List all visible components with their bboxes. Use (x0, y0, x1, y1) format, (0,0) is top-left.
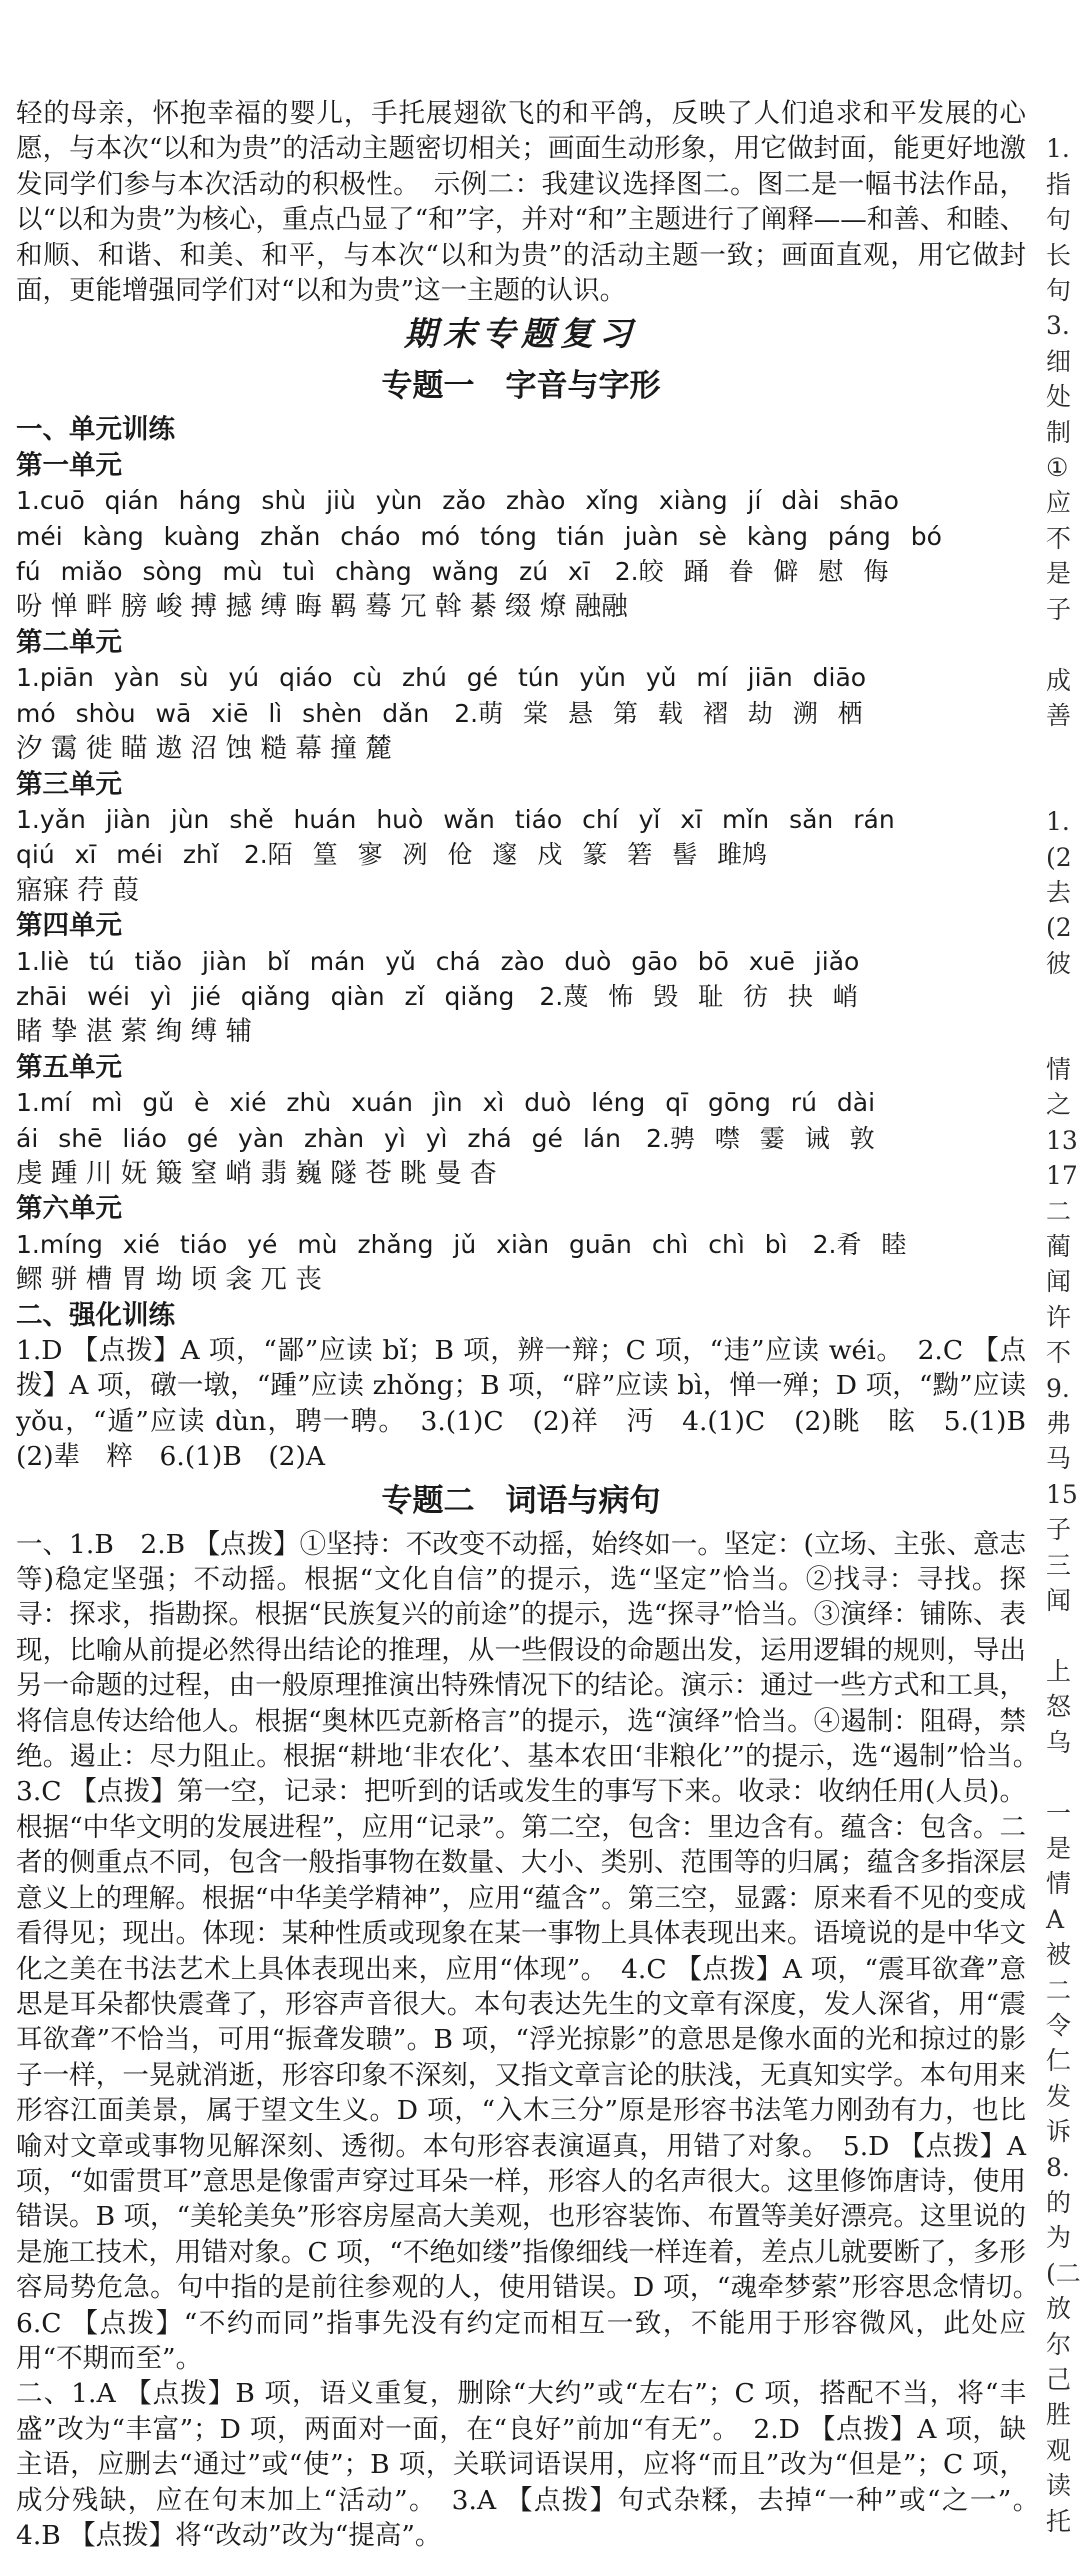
edge-fragment: 处 (1046, 382, 1072, 412)
edge-fragment: 托 (1046, 2506, 1072, 2536)
edge-fragment: 的 (1046, 2187, 1072, 2217)
unit-heading: 第二单元 (16, 626, 122, 658)
edge-fragment: 为 (1046, 2223, 1072, 2253)
unit-line: 睹 挚 湛 萦 绚 缚 辅 (16, 1016, 253, 1048)
edge-fragment: 不 (1046, 523, 1072, 553)
edge-fragment: 情 (1046, 1054, 1072, 1084)
edge-fragment: 马 (1046, 1444, 1072, 1474)
edge-fragment: 去 (1046, 877, 1072, 907)
edge-fragment: 3. (1046, 311, 1070, 341)
edge-fragment (1046, 733, 1076, 768)
edge-fragment (1046, 96, 1076, 131)
edge-fragment: 句 (1046, 276, 1072, 306)
intensive-answers: 1.D 【点拨】A 项，“鄙”应读 bǐ；B 项，辨一辩；C 项，“违”应读 wéi。 2.C 【点拨】A 项，礅一墩，“踵”应读 zhǒng；B 项，“辟”应读 bì，惮一殚；D 项，“黝”应读 yǒu，“遁”应读 dùn，聘一聘。 3.(1)C (2)祥 沔 4.(1)C (2)眺 眩 5.(1)B (2)辈 粹 6.(1)B (2)A (16, 1335, 1053, 1473)
unit-line: 1.yǎn jiàn jùn shě huán huò wǎn tiáo chí yǐ xī mǐn sǎn rán (16, 804, 895, 834)
unit-heading: 第四单元 (16, 910, 122, 942)
unit-line: zhāi wéi yì jié qiǎng qiàn zǐ qiǎng 2.蔑 怖 毁 耻 彷 抉 峭 (16, 981, 858, 1011)
edge-fragment: 弗 (1046, 1409, 1072, 1439)
edge-fragment (1046, 769, 1076, 804)
unit-heading: 第三单元 (16, 768, 122, 800)
main-column (16, 96, 1053, 2553)
unit-line: 寤寐 荇 葭 (16, 874, 139, 906)
edge-fragment: 怒 (1046, 1692, 1072, 1722)
edge-fragment: 指 (1046, 169, 1072, 199)
edge-fragment: 尔 (1046, 2329, 1072, 2359)
unit-line: 1.míng xié tiáo yé mù zhǎng jǔ xiàn guān chì chì bì 2.肴 睦 (16, 1229, 907, 1259)
unit-heading: 第一单元 (16, 449, 122, 481)
unit-line: 吩 惮 畔 膀 峻 搏 撼 缚 晦 羁 蓦 冗 斡 綦 缀 燎 融融 (16, 591, 628, 623)
edge-fragment: 13 (1046, 1125, 1078, 1155)
edge-fragment: 制 (1046, 417, 1072, 447)
unit-line: 汐 霭 徙 瞄 遨 沼 蚀 糙 幕 撞 麓 (16, 733, 392, 765)
edge-fragment: 胜 (1046, 2400, 1072, 2430)
edge-fragment: 二 (1046, 1975, 1072, 2005)
unit-line: ái shē liáo gé yàn zhàn yì yì zhá gé lán 2.骋 噤 霎 诫 敦 (16, 1123, 875, 1153)
unit-block (16, 767, 1026, 909)
edge-fragment: 三 (1046, 1550, 1072, 1580)
edge-fragment: 仁 (1046, 2046, 1072, 2076)
unit-line: 1.mí mì gǔ è xié zhù xuán jìn xì duò léng qī gōng rú dài (16, 1088, 876, 1118)
unit-line: 鳏 骈 槽 胃 坳 顷 衾 兀 丧 (16, 1264, 322, 1296)
edge-fragment: 闻 (1046, 1586, 1072, 1616)
edge-fragment: 被 (1046, 1940, 1072, 1970)
edge-fragment: (2 (1046, 913, 1072, 943)
unit-block (16, 625, 1026, 767)
edge-fragment: 读 (1046, 2471, 1072, 2501)
edge-fragment: 是 (1046, 1833, 1072, 1863)
edge-fragment: 彼 (1046, 948, 1072, 978)
edge-fragment: 子 (1046, 1515, 1072, 1545)
unit-line: mó shòu wā xiē lì shèn dǎn 2.萌 棠 悬 第 载 褶 劫 溯 栖 (16, 698, 863, 728)
adjacent-column-edge (1046, 96, 1081, 2539)
edge-fragment: 诉 (1046, 2117, 1072, 2147)
edge-fragment: 上 (1046, 1656, 1072, 1686)
edge-fragment: 1. (1046, 807, 1070, 837)
unit-line: 虔 踵 川 妩 簸 窒 峭 翡 巍 隧 苍 眺 曼 杳 (16, 1157, 497, 1189)
edge-fragment: 己 (1046, 2365, 1072, 2394)
review-title: 期末专题复习 (404, 314, 638, 354)
edge-fragment: 蔺 (1046, 1232, 1072, 1261)
edge-fragment: 善 (1046, 700, 1072, 730)
edge-fragment: 成 (1046, 665, 1072, 695)
edge-fragment: 15 (1046, 1479, 1078, 1509)
unit-heading: 第六单元 (16, 1193, 122, 1225)
edge-fragment: 之 (1046, 1090, 1072, 1120)
edge-fragment: 子 (1046, 594, 1072, 624)
edge-fragment: 二 (1046, 1196, 1072, 1226)
edge-fragment: 乌 (1046, 1727, 1072, 1757)
unit-heading: 第五单元 (16, 1051, 122, 1083)
edge-fragment: 发 (1046, 2081, 1072, 2111)
edge-fragment: 不 (1046, 1338, 1072, 1368)
edge-fragment: 细 (1046, 346, 1072, 376)
unit-block (16, 448, 1026, 625)
edge-fragment: ① (1046, 453, 1069, 483)
topic2-paragraph-1: 一、1.B 2.B 【点拨】①坚持：不改变不动摇，始终如一。坚定：(立场、主张、意志等)稳定坚强；不动摇。根据“文化自信”的提示，选“坚定”恰当。②找寻：寻找。探寻：探求，指勘探。根据“民族复兴的前途”的提示，选“探寻”恰当。③演绎：铺陈、表现，比喻从前提必然得出结论的推理，从一些假设的命题出发，运用逻辑的规则，导出另一命题的过程，由一般原理推演出特殊情况下的结论。演示：通过一些方式和工具，将信息传达给他人。根据“奥林匹克新格言”的提示，选“演绎”恰当。④遏制：阻碍，禁绝。遏止：尽力阻止。根据“耕地‘非农化’、基本农田‘非粮化’”的提示，选“遏制”恰当。 3.C 【点拨】第一空，记录：把听到的话或发生的事写下来。收录：收纳任用(人员)。根据“中华文明的发展进程”，应用“记录”。第二空，包含：里边含有。蕴含：包含。二者的侧重点不同，包含一般指事物在数量、大小、类别、范围等的归属；蕴含多指深层意义上的理解。根据“中华美学精神”，应用“蕴含”。第三空，显露：原来看不见的变成看得见；现出。体现：某种性质或现象在某一事物上具体表现出来。语境说的是中华文化之美在书法艺术上具体表现出来，应用“体现”。 4.C 【点拨】A 项，“震耳欲聋”意思是耳朵都快震聋了，形容声音很大。本句表达先生的文章有深度，发人深省，用“震耳欲聋”不恰当，可用“振聋发聩”。B 项，“浮光掠影”的意思是像水面的光和掠过的影子一样，一晃就消逝，形容印象不深刻，又指文章言论的肤浅，无真知实学。本句用来形容江面美景，属于望文生义。D 项，“入木三分”原是形容书法笔力刚劲有力，也比喻对文章或事物见解深刻、透彻。本句形容表演逼真，用错了对象。 5.D 【点拨】A 项，“如雷贯耳”意思是像雷声穿过耳朵一样，形容人的名声很大。这里修饰唐诗，使用错误。B 项，“美轮美奂”形容房屋高大美观，也形容装饰、布置等美好漂亮。这里说的是施工技术，用错对象。C 项，“不绝如缕”指像细线一样连着，差点儿就要断了，多形容局势危急。句中指的是前往参观的人，使用错误。D 项，“魂牵梦萦”形容思念情切。 6.C 【点拨】“不约而同”指事先没有约定而相互一致，不能用于形容微风，此处应用“不期而至”。 (16, 1528, 1053, 2374)
edge-fragment (1046, 627, 1076, 662)
topic1-title: 专题一 字音与字形 (381, 368, 661, 405)
unit-block (16, 1050, 1026, 1192)
intro-paragraph: 轻的母亲，怀抱幸福的婴儿，手托展翅欲飞的和平鸽，反映了人们追求和平发展的心愿，与本次“以和为贵”的活动主题密切相关；画面生动形象，用它做封面，能更好地激发同学们参与本次活动的积极性。 示例二：我建议选择图二。图二是一幅书法作品，以“以和为贵”为核心，重点凸显了“和”字，并对“和”主题进行了阐释——和善、和睦、和顺、和谐、和美、和平，与本次“以和为贵”的活动主题一致；画面直观，用它做封面，更能增强同学们对“以和为贵”这一主题的认识。 (16, 98, 1026, 307)
edge-fragment: 观 (1046, 2435, 1072, 2465)
topic2-paragraph-2: 二、1.A 【点拨】B 项，语义重复，删除“大约”或“左右”；C 项，搭配不当，将“丰盛”改为“丰富”；D 项，两面对一面，在“良好”前加“有无”。 2.D 【点拨】A 项，缺主语，应删去“通过”或“使”；B 项，关联词语误用，应将“而且”改为“但是”；C 项，成分残缺，应在句末加上“活动”。 3.A 【点拨】句式杂糅，去掉“一种”或“之一”。 4.B 【点拨】将“改动”改为“提高”。 (16, 2378, 1053, 2551)
edge-fragment: 17 (1046, 1161, 1078, 1191)
unit-line: 1.cuō qián háng shù jiù yùn zǎo zhào xǐng xiàng jí dài shāo (16, 486, 899, 516)
edge-fragment: 1. (1046, 134, 1070, 164)
unit-block (16, 908, 1026, 1050)
unit-line: méi kàng kuàng zhǎn cháo mó tóng tián juàn sè kàng páng bó (16, 521, 942, 551)
edge-fragment (1046, 1760, 1076, 1795)
section-heading: 一、单元训练 (16, 414, 175, 446)
topic2-title: 专题二 词语与病句 (381, 1482, 661, 1519)
edge-fragment: 9. (1046, 1373, 1070, 1403)
section-heading: 二、强化训练 (16, 1299, 175, 1331)
edge-fragment: 情 (1046, 1869, 1072, 1899)
edge-fragment: 8. (1046, 2152, 1070, 2182)
edge-fragment (1046, 981, 1076, 1016)
edge-fragment: 许 (1046, 1302, 1072, 1332)
edge-fragment: 是 (1046, 559, 1072, 589)
unit-line: qiú xī méi zhǐ 2.陌 篁 寥 冽 伧 邃 戍 篆 箬 髻 雎鸠 (16, 840, 768, 870)
edge-fragment (1046, 1618, 1076, 1653)
edge-fragment: 闻 (1046, 1267, 1072, 1297)
unit-block (16, 1191, 1026, 1297)
edge-fragment: 放 (1046, 2294, 1072, 2324)
edge-fragment: 应 (1046, 488, 1072, 518)
unit-line: 1.piān yàn sù yú qiáo cù zhú gé tún yǔn yǔ mí jiān diāo (16, 663, 867, 693)
edge-fragment: (二 (1046, 2258, 1081, 2288)
edge-fragment (1046, 1017, 1076, 1052)
edge-fragment: (2 (1046, 842, 1072, 872)
unit-line: fú miǎo sòng mù tuì chàng wǎng zú xī 2.皎 踊 眷 僻 慰 侮 (16, 557, 889, 587)
unit-line: 1.liè tú tiǎo jiàn bǐ mán yǔ chá zào duò gāo bō xuē jiǎo (16, 946, 860, 976)
edge-fragment: 句 (1046, 205, 1072, 235)
edge-fragment: 令 (1046, 2010, 1072, 2040)
edge-fragment: 长 (1046, 240, 1072, 270)
edge-fragment: 一 (1046, 1798, 1072, 1828)
edge-fragment: A (1046, 1904, 1065, 1934)
